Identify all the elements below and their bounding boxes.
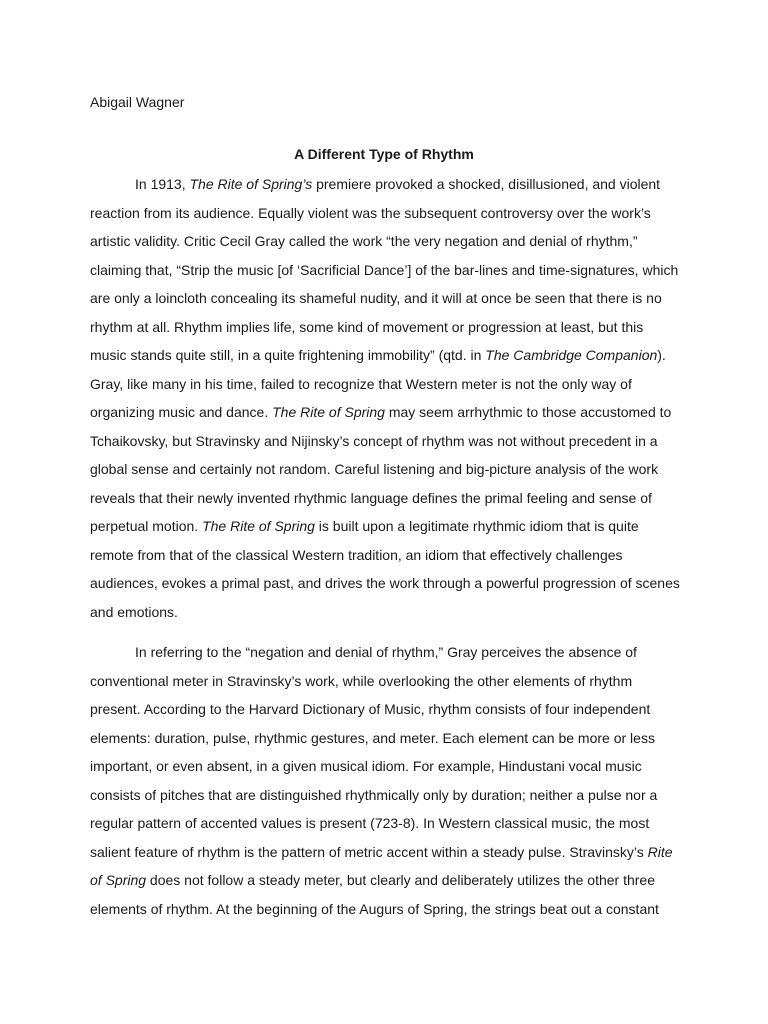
text-line <box>90 569 690 598</box>
text-line <box>90 598 690 627</box>
text-line <box>90 838 690 867</box>
text-line <box>90 256 690 285</box>
text-line <box>90 667 690 696</box>
body-text: perpetual motion. <box>90 518 203 534</box>
italic-title-text: Rite <box>647 843 673 860</box>
text-line <box>90 484 690 513</box>
body-text: In referring to the “negation and denial of rhythm,” Gray perceives the absence of <box>135 644 637 660</box>
text-line <box>90 781 690 810</box>
body-text: important, or even absent, in a given musical idiom. For example, Hindustani vocal music <box>90 758 642 774</box>
text-line <box>90 455 690 484</box>
italic-title-text: The Rite of Spring <box>202 518 315 534</box>
italic-title-text: The Rite of Spring’s <box>189 176 313 192</box>
body-text: elements of rhythm. At the beginning of the Augurs of Spring, the strings beat out a constant <box>90 900 659 917</box>
body-text: elements: duration, pulse, rhythmic gestures, and meter. Each element can be more or less <box>90 729 655 746</box>
text-line <box>90 809 690 838</box>
text-line <box>90 512 690 541</box>
body-text: conventional meter in Stravinsky’s work, while overlooking the other elements of rhythm <box>90 672 633 689</box>
text-line <box>90 199 690 228</box>
body-text: Tchaikovsky, but Stravinsky and Nijinsky’s concept of rhythm was not without precedent in a <box>90 432 658 449</box>
body-text: global sense and certainly not random. Careful listening and big-picture analysis of the work <box>90 461 659 477</box>
document-title: A Different Type of Rhythm <box>294 146 474 162</box>
body-text: organizing music and dance. <box>90 404 273 420</box>
text-line <box>90 638 690 667</box>
text-line <box>90 427 690 456</box>
italic-title-text: of Spring <box>90 872 147 888</box>
text-line <box>90 895 690 924</box>
body-text: regular pattern of accented values is present (723-8). In Western classical music, the most <box>90 815 650 831</box>
body-text: salient feature of rhythm is the pattern of metric accent within a steady pulse. Stravinsky’s <box>90 843 648 860</box>
text-line <box>90 370 690 399</box>
text-line <box>90 284 690 313</box>
text-line <box>90 866 690 895</box>
text-line <box>90 170 690 199</box>
body-text: premiere provoked a shocked, disillusioned, and violent <box>312 176 661 192</box>
body-text: are only a loincloth concealing its shameful nudity, and it will at once be seen that there is no <box>90 290 662 306</box>
text-line <box>90 752 690 781</box>
text-line <box>90 695 690 724</box>
body-text: ). <box>657 347 666 363</box>
italic-title-text: The Cambridge Companion <box>485 347 658 363</box>
body-text: rhythm at all. Rhythm implies life, some kind of movement or progression at least, but this <box>90 318 644 335</box>
body-text: In 1913, <box>135 176 190 192</box>
body-text: consists of pitches that are distinguished rhythmically only by duration; neither a pulse nor a <box>90 786 658 803</box>
paragraph-2 <box>90 638 690 923</box>
body-text: claiming that, “Strip the music [of ‘Sacrificial Dance’] of the bar-lines and time-signatures, which <box>90 261 679 278</box>
text-line <box>90 398 690 427</box>
body-text: music stands quite still, in a quite frightening immobility” (qtd. in <box>90 347 486 363</box>
text-line <box>90 724 690 753</box>
body-text: present. According to the Harvard Dictionary of Music, rhythm consists of four independent <box>90 701 651 717</box>
body-text: artistic validity. Critic Cecil Gray called the work “the very negation and denial of rhythm,” <box>90 233 638 249</box>
text-line <box>90 541 690 570</box>
author-name: Abigail Wagner <box>90 94 185 110</box>
body-text: and emotions. <box>90 603 178 620</box>
body-text: Gray, like many in his time, failed to recognize that Western meter is not the only way of <box>90 375 632 392</box>
text-line <box>90 313 690 342</box>
body-text: audiences, evokes a primal past, and drives the work through a powerful progression of scenes <box>90 575 680 591</box>
paragraph-1 <box>90 170 690 626</box>
text-line <box>90 341 690 370</box>
body-text: reaction from its audience. Equally violent was the subsequent controversy over the work’s <box>90 204 651 221</box>
italic-title-text: The Rite of Spring <box>272 404 385 420</box>
body-text: may seem arrhythmic to those accustomed to <box>384 404 672 420</box>
body-text: is built upon a legitimate rhythmic idiom that is quite <box>314 518 639 534</box>
body-text: does not follow a steady meter, but clearly and deliberately utilizes the other three <box>146 872 656 888</box>
body-text: remote from that of the classical Western tradition, an idiom that effectively challenges <box>90 546 623 563</box>
text-line <box>90 227 690 256</box>
body-text: reveals that their newly invented rhythmic language defines the primal feeling and sense of <box>90 489 652 506</box>
